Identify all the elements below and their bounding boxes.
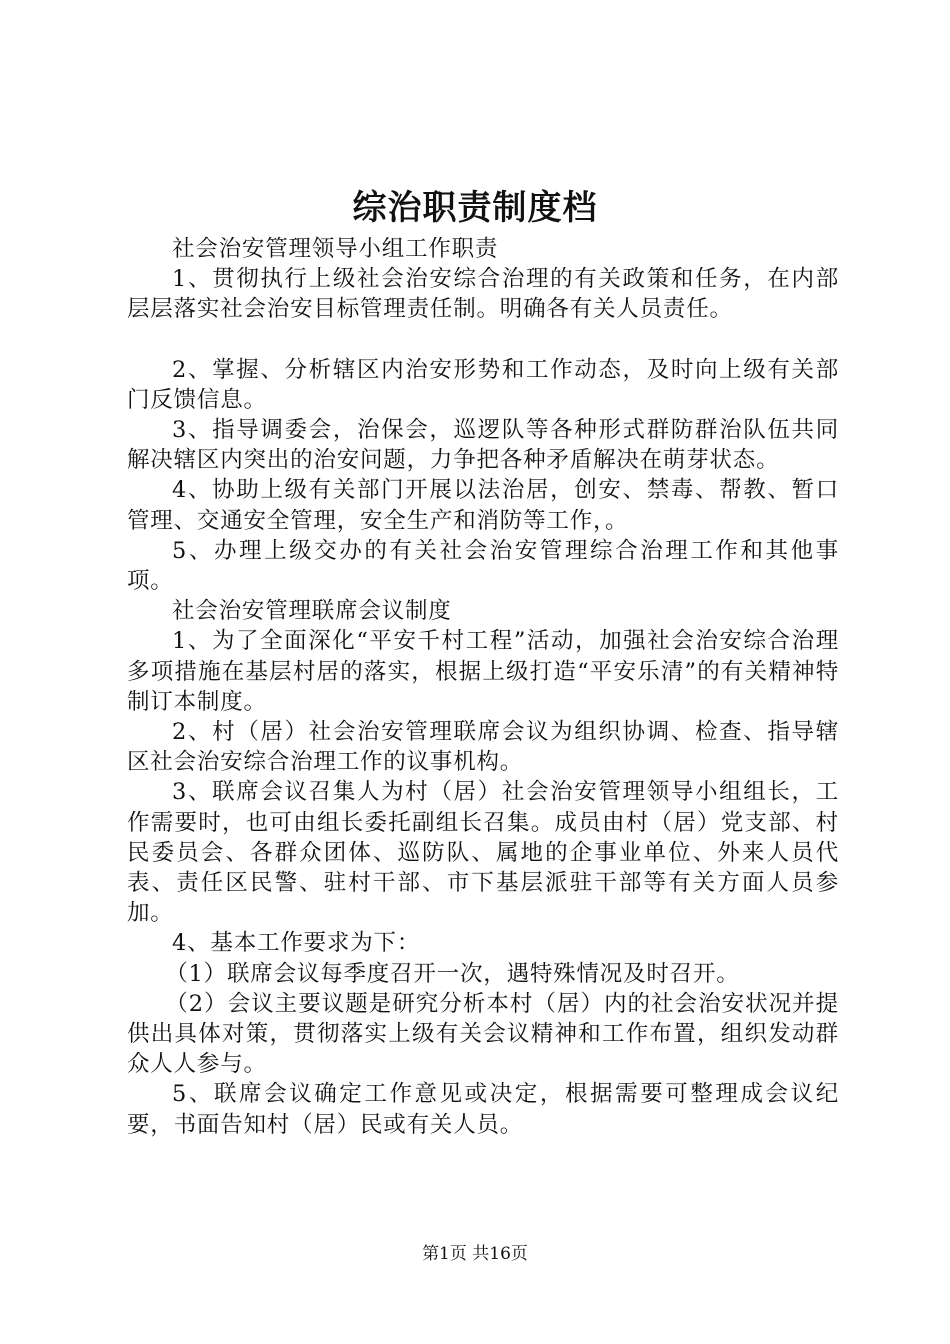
page-number-footer: 第1页 共16页 [422, 1244, 528, 1264]
paragraph: 1、为了全面深化“平安千村工程”活动，加强社会治安综合治理多项措施在基层村居的落实，根据上级打造“平安乐清”的有关精神特制订本制度。 [127, 628, 839, 715]
document-title: 综治职责制度档 [352, 188, 598, 228]
paragraph: 4、基本工作要求为下： [172, 930, 421, 957]
paragraph: 3、联席会议召集人为村（居）社会治安管理领导小组组长，工作需要时，也可由组长委托副组长召集。成员由村（居）党支部、村民委员会、各群众团体、巡防队、属地的企事业单位、外来人员代表、责任区民警、驻村干部、市下基层派驻干部等有关方面人员参加。 [127, 779, 839, 927]
paragraph: 4、协助上级有关部门开展以法治居，创安、禁毒、帮教、暂口管理、交通安全管理，安全生产和消防等工作，。 [127, 477, 839, 534]
paragraph: 1、贯彻执行上级社会治安综合治理的有关政策和任务，在内部层层落实社会治安目标管理责任制。明确各有关人员责任。 [127, 266, 839, 323]
paragraph: （1）联席会议每季度召开一次，遇特殊情况及时召开。 [165, 960, 740, 987]
paragraph: 2、村（居）社会治安管理联席会议为组织协调、检查、指导辖区社会治安综合治理工作的议事机构。 [127, 719, 839, 776]
paragraph: 5、办理上级交办的有关社会治安管理综合治理工作和其他事项。 [127, 537, 839, 595]
document-body [127, 234, 839, 1140]
paragraph: （2）会议主要议题是研究分析本村（居）内的社会治安状况并提供出具体对策，贯彻落实上级有关会议精神和工作布置，组织发动群众人人参与。 [127, 990, 839, 1078]
paragraph: 5、联席会议确定工作意见或决定，根据需要可整理成会议纪要，书面告知村（居）民或有关人员。 [127, 1081, 839, 1138]
paragraph: 2、掌握、分析辖区内治安形势和工作动态，及时向上级有关部门反馈信息。 [127, 356, 839, 413]
section-heading: 社会治安管理领导小组工作职责 [172, 236, 499, 262]
section-heading: 社会治安管理联席会议制度 [172, 598, 452, 625]
paragraph: 3、指导调委会，治保会，巡逻队等各种形式群防群治队伍共同解决辖区内突出的治安问题，力争把各种矛盾解决在萌芽状态。 [127, 417, 839, 474]
